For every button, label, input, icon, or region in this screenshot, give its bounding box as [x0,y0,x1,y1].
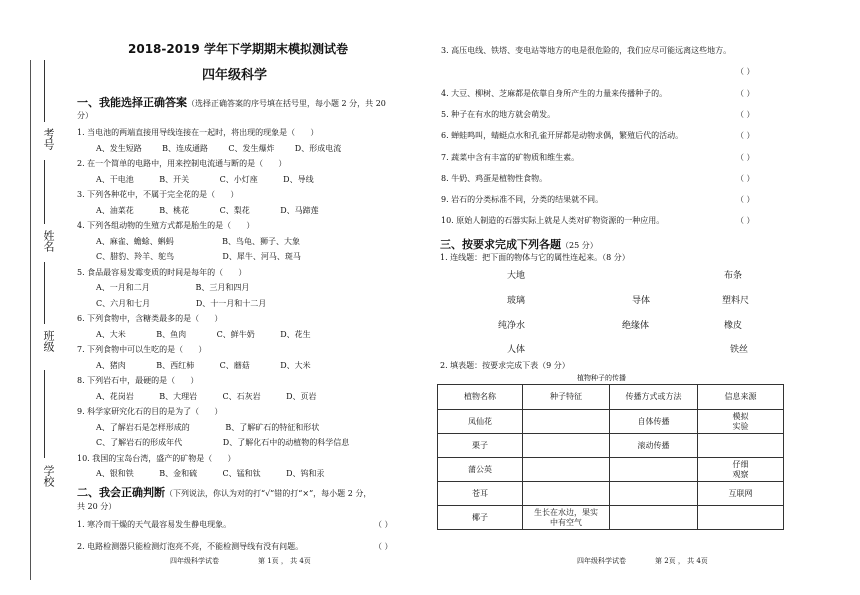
judge-item-7: 7. 蔬菜中含有丰富的矿物质和维生素。 [441,153,580,162]
table-header: 传播方式或方法 [610,385,698,410]
table-cell: 滚动传播 [610,434,698,458]
school-label: 学校 [42,465,55,487]
judge-paren-9[interactable]: （ ） [736,195,755,204]
match-right-3[interactable]: 橡皮 [724,321,743,331]
judge-item-8: 8. 牛奶、鸡蛋是植物性食物。 [441,174,548,183]
judge-item-10: 10. 原始人制造的石器实际上就是人类对矿物资源的一种应用。 [441,216,665,225]
match-mid-2[interactable]: 绝缘体 [622,321,650,331]
table-cell[interactable] [610,482,698,506]
judge-paren-4[interactable]: （ ） [736,89,755,98]
table-row [438,482,784,506]
sec1-note-cont: 分） [77,111,93,120]
seed-dispersal-table [437,384,784,530]
judge-paren-7[interactable]: （ ） [736,153,755,162]
table-cell: 自体传播 [610,410,698,434]
table-cell: 苍耳 [438,482,523,506]
class-blank[interactable] [44,262,45,324]
match-left-1[interactable]: 大地 [507,271,526,281]
match-left-3[interactable]: 纯净水 [498,321,526,331]
choice-options[interactable]: A、油菜花 B、桃花 C、梨花 D、马蹄莲 [96,205,319,215]
judge-item-9: 9. 岩石的分类标准不同，分类的结果就不同。 [441,195,604,204]
table-cell: 栗子 [438,434,523,458]
table-cell[interactable] [698,434,784,458]
question-stem: 3. 下列各种花中，不属于完全花的是（ ） [77,190,239,199]
choice-options[interactable]: C、六月和七月 D、十一月和十二月 [96,298,267,308]
page-title: 2018-2019 学年下学期期末模拟测试卷 [128,42,348,56]
judge-paren-1[interactable]: （ ） [374,520,393,529]
class-label: 班级 [42,330,55,352]
judge-item-1: 1. 寒冷而干燥的天气最容易发生静电现象。 [77,520,232,529]
table-cell: 椰子 [438,506,523,530]
table-header: 植物名称 [438,385,523,410]
table-row [438,434,784,458]
judge-paren-6[interactable]: （ ） [736,131,755,140]
judge-paren-8[interactable]: （ ） [736,174,755,183]
judge-paren-5[interactable]: （ ） [736,110,755,119]
table-row [438,506,784,530]
binding-line [30,60,31,580]
choice-options[interactable]: A、猪肉 B、西红柿 C、蘑菇 D、大米 [96,360,311,370]
choice-options[interactable]: C、了解岩石的形成年代 D、了解化石中的动植物的科学信息 [96,438,350,447]
table-cell[interactable] [523,410,610,434]
judge-item-3: 3. 高压电线、铁塔、变电站等地方的电是很危险的，我们应尽可能远离这些地方。 [441,46,732,55]
question-stem: 7. 下列食物中可以生吃的是（ ） [77,345,207,354]
match-right-4[interactable]: 铁丝 [730,345,749,355]
name-label: 姓名 [42,230,55,252]
footer-right-page: 第 2页 ， 共 4页 [655,557,708,565]
question-stem: 6. 下列食物中，含糖类最多的是（ ） [77,314,223,323]
question-stem: 1. 当电池的两端直接用导线连接在一起时，将出现的现象是（ ） [77,128,319,137]
table-cell: 生长在水边，果实 中有空气 [523,506,610,530]
table-cell[interactable] [610,506,698,530]
choice-options[interactable]: A、一月和二月 B、三月和四月 [96,283,250,292]
match-mid-1[interactable]: 导体 [632,296,651,306]
name-blank[interactable] [44,160,45,224]
choice-options[interactable]: A、发生短路 B、连成通路 C、发生爆炸 D、形成电流 [96,143,342,153]
choice-options[interactable]: A、干电池 B、开关 C、小灯座 D、导线 [96,174,314,184]
judge-item-4: 4. 大豆、柳树、芝麻都是依靠自身所产生的力量来传播种子的。 [441,89,668,98]
table-header: 信息来源 [698,385,784,410]
matching-instructions: 1. 连线题：把下面的物体与它的属性连起来。（8 分） [440,253,630,262]
judge-item-2: 2. 电路检测器只能检测灯泡亮不亮，不能检测导线有没有问题。 [77,542,304,551]
sec3-heading: 三、按要求完成下列各题（25 分） [440,238,598,251]
exam-no-blank[interactable] [44,60,45,122]
table-cell[interactable] [523,458,610,482]
match-right-1[interactable]: 布条 [724,271,743,281]
judge-paren-2[interactable]: （ ） [374,542,393,551]
match-left-4[interactable]: 人体 [507,345,526,355]
judge-item-6: 6. 蝉蛙鸣叫，蜻蜓点水和孔雀开屏都是动物求偶，繁殖后代的活动。 [441,131,684,140]
table-row [438,458,784,482]
choice-options[interactable]: C、腊豹、羚羊、鸵鸟 D、犀牛、河马、斑马 [96,252,301,261]
choice-options[interactable]: A、银和铁 B、金和硫 C、锰和钛 D、钨和汞 [96,469,325,478]
judge-paren-10[interactable]: （ ） [736,216,755,225]
table-cell: 蒲公英 [438,458,523,482]
question-stem: 8. 下列岩石中，最硬的是（ ） [77,376,199,385]
sec2-note-cont: 共 20 分） [77,502,117,511]
question-stem: 2. 在一个简单的电路中，用来控制电流通与断的是（ ） [77,159,287,168]
table-cell: 仔细 观察 [698,458,784,482]
table-cell: 互联网 [698,482,784,506]
exam-no-label: 考号 [42,128,55,150]
sec1-heading: 一、我能选择正确答案（选择正确答案的序号填在括号里，每小题 2 分，共 20 [77,96,386,109]
table-header: 种子特征 [523,385,610,410]
table-caption: 植物种子的传播 [577,374,626,382]
choice-options[interactable]: A、大米 B、鱼肉 C、鲜牛奶 D、花生 [96,329,311,339]
choice-options[interactable]: A、了解岩石是怎样形成的 B、了解矿石的特征和形状 [96,422,320,432]
choice-options[interactable]: A、花岗岩 B、大理岩 C、石灰岩 D、页岩 [96,391,317,401]
sec2-heading: 二、我会正确判断（下列说法，你认为对的打“√”错的打“×”，每小题 2 分， [77,486,372,499]
table-cell[interactable] [523,482,610,506]
question-stem: 10. 我国的宝岛台湾，盛产的矿物是（ ） [77,453,236,463]
question-stem: 9. 科学家研究化石的目的是为了（ ） [77,407,223,416]
table-cell: 凤仙花 [438,410,523,434]
school-blank[interactable] [44,370,45,458]
match-left-2[interactable]: 玻璃 [507,296,526,306]
table-cell[interactable] [610,458,698,482]
table-row [438,410,784,434]
choice-options[interactable]: A、麻雀、蟾蜍、蝌蚂 B、鸟龟、狮子、大象 [96,236,300,246]
page-subtitle: 四年级科学 [202,68,268,83]
footer-left-page: 第 1页 ， 共 4页 [258,557,311,565]
table-instructions: 2. 填表题：按要求完成下表（9 分） [440,361,570,370]
footer-right-label: 四年级科学试卷 [577,557,626,565]
question-stem: 5. 食品最容易发霉变质的时间是每年的（ ） [77,267,247,277]
question-stem: 4. 下列各组动物的生殖方式都是胎生的是（ ） [77,221,255,230]
table-cell[interactable] [698,506,784,530]
table-cell[interactable] [523,434,610,458]
match-right-2[interactable]: 塑料尺 [722,296,750,306]
footer-left-label: 四年级科学试卷 [170,557,219,565]
judge-item-5: 5. 种子在有水的地方就会萌发。 [441,110,556,119]
judge-paren-3[interactable]: （ ） [736,67,755,76]
table-cell: 模拟 实验 [698,410,784,434]
